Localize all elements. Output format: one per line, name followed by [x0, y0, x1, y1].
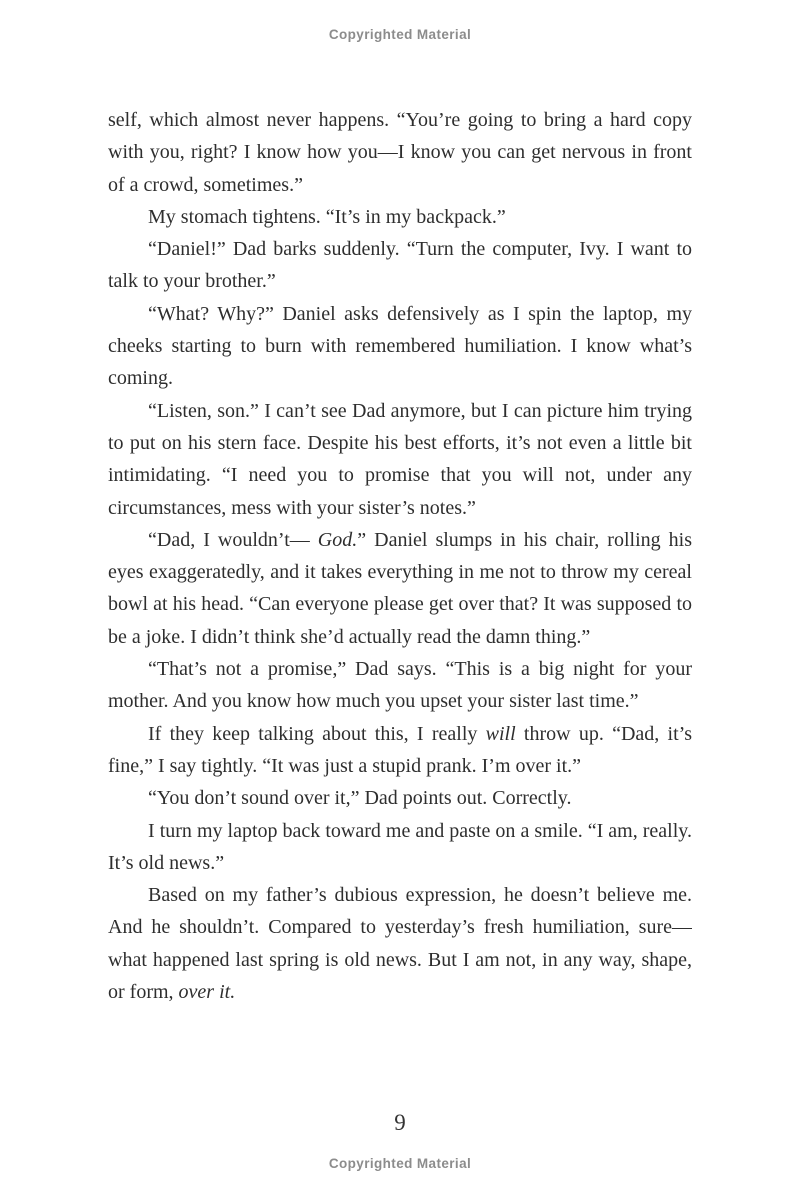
text-run: If they keep talking about this, I really	[148, 722, 486, 745]
text-run: “Dad, I wouldn’t—	[148, 528, 318, 551]
paragraph	[108, 879, 692, 1008]
paragraph	[108, 201, 692, 233]
paragraph	[108, 815, 692, 880]
page-number: 9	[394, 1110, 406, 1135]
body-text	[108, 104, 692, 1079]
text-run: “You don’t sound over it,” Dad points out. Correctly.	[148, 787, 572, 810]
paragraph	[108, 718, 692, 783]
paragraph	[108, 298, 692, 395]
paragraph	[108, 233, 692, 298]
text-run: self, which almost never happens. “You’re going to bring a hard copy with you, right? I know how you—I know you can get nervous in front of a crowd, sometimes.”	[108, 109, 692, 196]
paragraph	[108, 104, 692, 201]
text-run: throw up. “Dad, it’s fine,” I say tightly. “It was just a stupid prank. I’m over it.”	[108, 722, 692, 777]
text-run: “Listen, son.” I can’t see Dad anymore, but I can picture him trying to put on his stern face. Despite his best efforts, it’s not even a little bit intimidating. “I need you to promise that you will not, under any circumstances, mess with your sister’s notes.”	[108, 399, 692, 519]
text-run: “That’s not a promise,” Dad says. “This is a big night for your mother. And you know how much you upset your sister last time.”	[108, 658, 692, 713]
italic-run: will	[485, 722, 516, 745]
italic-run: God.	[317, 528, 358, 551]
copyright-watermark-top: Copyrighted Material	[328, 27, 472, 42]
text-run: “What? Why?” Daniel asks defensively as I spin the laptop, my cheeks starting to burn with remembered humiliation. I know what’s coming.	[108, 302, 692, 390]
paragraph	[108, 524, 692, 653]
copyright-watermark-bottom: Copyrighted Material	[328, 1156, 472, 1171]
text-run: I turn my laptop back toward me and paste on a smile. “I am, really. It’s old news.”	[108, 819, 692, 874]
italic-run: over it.	[178, 981, 236, 1004]
text-run: “Daniel!” Dad barks suddenly. “Turn the computer, Ivy. I want to talk to your brother.”	[108, 238, 692, 293]
paragraph	[108, 653, 692, 718]
paragraph	[108, 782, 692, 814]
text-run: Based on my father’s dubious expression, he doesn’t believe me. And he shouldn’t. Compared to yesterday’s fresh humiliation, sure—what happened last spring is old news. But I am not, in any way, shape, or form,	[108, 884, 692, 1004]
text-run: ” Daniel slumps in his chair, rolling his eyes exaggeratedly, and it takes everything in me not to throw my cereal bowl at his head. “Can everyone please get over that? It was supposed to be a joke. I didn’t think she’d actually read the damn thing.”	[108, 528, 692, 648]
paragraph	[108, 395, 692, 524]
text-run: My stomach tightens. “It’s in my backpack.”	[148, 205, 506, 228]
